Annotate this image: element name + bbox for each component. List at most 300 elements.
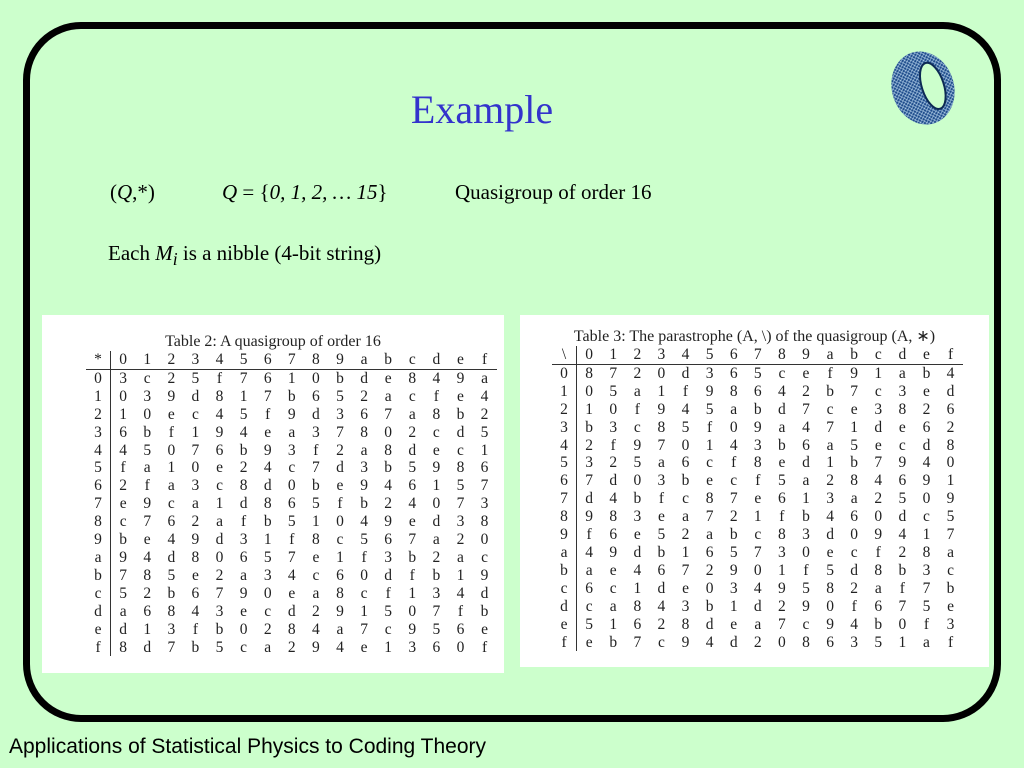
table-cell: 6 <box>287 495 296 513</box>
table-cell: 5 <box>753 364 762 382</box>
table-row <box>86 459 497 477</box>
table-row <box>552 490 963 508</box>
table-cell: 6 <box>585 579 594 597</box>
table-cell: a <box>432 531 440 549</box>
table-cell: a <box>850 490 858 508</box>
table-cell: 8 <box>143 566 152 584</box>
table-cell: a <box>457 548 464 566</box>
table-cell: f <box>409 566 415 584</box>
table-cell: 3 <box>657 472 666 490</box>
table-cell: 4 <box>336 638 344 656</box>
table-cell: e <box>754 490 762 508</box>
table-cell: 2 <box>336 441 344 459</box>
table-cell: 1 <box>480 441 489 459</box>
set-definition <box>222 180 388 205</box>
table-cell: 7 <box>778 615 786 633</box>
column-header: 8 <box>770 346 794 364</box>
row-header: d <box>86 603 111 621</box>
table-cell: d <box>336 459 344 477</box>
table-cell: 2 <box>946 418 955 436</box>
table-cell: d <box>633 543 642 561</box>
table-cell: 3 <box>239 531 248 549</box>
star-operator: ,*) <box>132 180 155 204</box>
row-header: c <box>86 585 111 603</box>
table-cell: e <box>360 638 368 656</box>
table-cell: 7 <box>609 364 618 382</box>
table-cell: d <box>802 454 810 472</box>
table-cell: 3 <box>263 566 272 584</box>
column-header: d <box>424 351 448 369</box>
table-cell: 6 <box>705 543 714 561</box>
table-cell: f <box>755 472 761 490</box>
equals-brace: = { <box>237 180 270 204</box>
table-cell: 3 <box>681 597 690 615</box>
table-cell: e <box>432 441 440 459</box>
table-cell: 3 <box>946 615 955 633</box>
table-cell: 9 <box>850 364 859 382</box>
table-cell: d <box>705 615 714 633</box>
table-cell: 1 <box>456 566 465 584</box>
table-cell: 4 <box>432 369 441 387</box>
table-cell: 7 <box>802 400 810 418</box>
table-cell: 9 <box>826 615 834 633</box>
table-cell: f <box>947 633 954 651</box>
row-header: 8 <box>86 513 111 531</box>
table-cell: 4 <box>657 597 666 615</box>
table-cell: 4 <box>802 418 810 436</box>
table-cell: f <box>610 436 616 454</box>
table-cell: 7 <box>585 472 594 490</box>
table-cell: 8 <box>802 633 810 651</box>
column-header: f <box>473 351 497 369</box>
table-cell: 3 <box>480 495 489 513</box>
column-header: 1 <box>135 351 159 369</box>
table-row <box>552 598 963 616</box>
table-cell: f <box>361 548 367 566</box>
table-cell: f <box>385 584 391 602</box>
table-cell: e <box>264 423 272 441</box>
table-cell: a <box>143 459 151 477</box>
table-cell: 1 <box>408 584 417 602</box>
table-cell: 3 <box>826 490 834 508</box>
table-cell: 6 <box>384 531 393 549</box>
table-cell: b <box>215 620 224 638</box>
table-cell: 5 <box>946 508 955 526</box>
table-cell: 3 <box>167 620 176 638</box>
table-cell: c <box>384 620 392 638</box>
table-cell: 9 <box>753 418 762 436</box>
table-cell: 7 <box>143 513 152 531</box>
table-cell: 6 <box>336 566 344 584</box>
table-cell: a <box>826 436 834 454</box>
column-header: 0 <box>577 346 602 364</box>
column-header: 5 <box>698 346 722 364</box>
table-cell: 5 <box>802 579 810 597</box>
table-cell: 1 <box>802 490 810 508</box>
table-cell: 2 <box>360 387 368 405</box>
table-cell: 3 <box>609 418 618 436</box>
table-cell: b <box>191 638 200 656</box>
table-cell: 8 <box>633 597 642 615</box>
table-cell: d <box>119 620 128 638</box>
table-cell: 7 <box>239 369 248 387</box>
table-cell: f <box>433 387 439 405</box>
table-cell: a <box>923 633 930 651</box>
table-cell: f <box>875 543 881 561</box>
table-row <box>552 544 963 562</box>
table-cell: f <box>481 638 488 656</box>
table-cell: 6 <box>143 602 152 620</box>
table-cell: b <box>898 561 907 579</box>
table-row <box>552 364 963 382</box>
table-cell: 5 <box>312 495 320 513</box>
table-cell: 1 <box>681 543 690 561</box>
table-cell: c <box>826 400 834 418</box>
table-cell: d <box>778 400 786 418</box>
table-cell: 5 <box>480 423 489 441</box>
operator-corner: * <box>86 351 111 369</box>
table-cell: a <box>585 561 593 579</box>
table-cell: 0 <box>826 597 834 615</box>
table-cell: 2 <box>456 531 465 549</box>
table-cell: 0 <box>336 513 344 531</box>
table-cell: 0 <box>239 620 248 638</box>
table-cell: 4 <box>408 495 417 513</box>
table-cell: 3 <box>874 400 883 418</box>
table-cell: 9 <box>432 459 441 477</box>
row-header: 7 <box>552 490 577 508</box>
table-cell: 6 <box>360 405 368 423</box>
table-cell: e <box>706 472 714 490</box>
table-cell: d <box>167 548 176 566</box>
table-header-row <box>86 351 497 369</box>
table-cell: 1 <box>850 418 859 436</box>
table-cell: c <box>947 561 954 579</box>
table-cell: 1 <box>432 477 441 495</box>
table-cell: 5 <box>609 382 618 400</box>
column-header: e <box>914 346 938 364</box>
row-header: 4 <box>552 437 577 455</box>
table-cell: c <box>923 508 930 526</box>
table-cell: c <box>360 584 368 602</box>
table-cell: 5 <box>657 526 666 544</box>
table-cell: 5 <box>456 477 465 495</box>
table-cell: 5 <box>585 615 594 633</box>
table-cell: 5 <box>191 369 200 387</box>
table-cell: b <box>802 508 810 526</box>
table-cell: a <box>706 526 714 544</box>
table-cell: c <box>802 615 810 633</box>
table-cell: 5 <box>287 513 296 531</box>
row-header: 0 <box>552 364 577 382</box>
table-cell: 9 <box>191 531 200 549</box>
table-cell: 9 <box>408 620 417 638</box>
table-cell: 4 <box>753 579 762 597</box>
table-cell: 1 <box>167 459 176 477</box>
table-cell: a <box>240 566 248 584</box>
table-cell: b <box>826 382 834 400</box>
table-cell: 4 <box>609 490 618 508</box>
row-header: 1 <box>552 383 577 401</box>
table-cell: 5 <box>384 602 393 620</box>
table-cell: b <box>874 615 883 633</box>
table-cell: 0 <box>681 436 690 454</box>
table-row <box>86 531 497 549</box>
row-header: 0 <box>86 369 111 387</box>
table-cell: 6 <box>239 548 248 566</box>
table-cell: 5 <box>263 548 272 566</box>
table-cell: b <box>239 441 248 459</box>
table-cell: 2 <box>633 364 642 382</box>
table-cell: 0 <box>456 638 465 656</box>
table-cell: 5 <box>432 620 441 638</box>
table-cell: 1 <box>609 615 618 633</box>
set-values: 0, 1, 2, … 15 <box>269 180 378 204</box>
table-cell: 4 <box>874 472 883 490</box>
table-cell: 5 <box>874 633 883 651</box>
table-cell: 9 <box>336 602 344 620</box>
table-cell: 3 <box>850 633 859 651</box>
row-header: b <box>86 567 111 585</box>
column-header: d <box>890 346 914 364</box>
table-cell: 2 <box>215 566 224 584</box>
column-header: f <box>939 346 963 364</box>
table-cell: 7 <box>850 382 859 400</box>
table-cell: 4 <box>898 526 907 544</box>
row-header: 1 <box>86 388 111 406</box>
table-cell: 0 <box>729 418 738 436</box>
table-cell: 6 <box>874 597 883 615</box>
table-cell: 8 <box>456 459 465 477</box>
nibble-suffix: is a nibble (4-bit string) <box>177 241 382 265</box>
table-cell: e <box>288 584 296 602</box>
table-cell: 1 <box>263 531 272 549</box>
table-cell: c <box>874 382 882 400</box>
table-cell: 0 <box>705 579 714 597</box>
table-cell: c <box>706 454 714 472</box>
table-cell: f <box>923 615 930 633</box>
table-cell: 0 <box>946 454 955 472</box>
table-cell: d <box>191 387 200 405</box>
table-row <box>86 621 497 639</box>
table-cell: 9 <box>456 369 465 387</box>
table-cell: e <box>336 477 344 495</box>
table-cell: e <box>384 369 392 387</box>
table-cell: 3 <box>384 548 393 566</box>
table-cell: 3 <box>215 602 224 620</box>
table-cell: 0 <box>360 566 368 584</box>
table-cell: 6 <box>898 472 907 490</box>
table-cell: 1 <box>657 382 666 400</box>
table-cell: 4 <box>826 508 834 526</box>
table-cell: 9 <box>167 387 176 405</box>
table-cell: f <box>265 405 271 423</box>
table-cell: 3 <box>312 423 320 441</box>
table-cell: b <box>705 597 714 615</box>
table-cell: c <box>730 472 738 490</box>
table-cell: f <box>682 382 689 400</box>
table-cell: b <box>850 454 859 472</box>
column-header: a <box>352 351 376 369</box>
table-cell: 4 <box>191 602 200 620</box>
table-row <box>552 616 963 634</box>
table-cell: 2 <box>753 633 762 651</box>
table-cell: 9 <box>633 436 642 454</box>
table-cell: e <box>898 418 906 436</box>
table-cell: c <box>408 387 416 405</box>
table-cell: 5 <box>119 584 128 602</box>
row-header: 7 <box>86 495 111 513</box>
table-cell: 7 <box>898 597 907 615</box>
table-cell: 4 <box>287 566 296 584</box>
table-cell: a <box>682 508 689 526</box>
column-header: c <box>866 346 890 364</box>
table-cell: d <box>681 364 690 382</box>
row-header: 9 <box>86 531 111 549</box>
row-header: 8 <box>552 508 577 526</box>
table-cell: f <box>827 364 833 382</box>
column-header: 3 <box>183 351 207 369</box>
table-cell: 7 <box>336 423 344 441</box>
table-cell: 5 <box>143 441 152 459</box>
table-cell: e <box>167 405 175 423</box>
table-cell: e <box>143 531 151 549</box>
table-cell: d <box>922 436 931 454</box>
table-cell: b <box>167 584 176 602</box>
table-cell: b <box>432 566 441 584</box>
table-cell: a <box>119 602 127 620</box>
table-cell: 0 <box>215 548 224 566</box>
table-row <box>86 406 497 424</box>
table-cell: 9 <box>239 584 248 602</box>
table-row <box>86 477 497 495</box>
table-cell: 0 <box>922 490 931 508</box>
table-cell: c <box>240 638 248 656</box>
table-row <box>86 513 497 531</box>
table-cell: 5 <box>681 418 690 436</box>
table-cell: 9 <box>657 400 666 418</box>
table-cell: 8 <box>850 472 859 490</box>
table-cell: c <box>264 602 272 620</box>
table-cell: 7 <box>657 436 666 454</box>
row-header: 6 <box>552 472 577 490</box>
table-cell: d <box>215 531 224 549</box>
table-cell: 1 <box>336 548 344 566</box>
row-header: a <box>552 544 577 562</box>
column-header: 0 <box>111 351 136 369</box>
table-cell: e <box>657 508 665 526</box>
row-header: a <box>86 549 111 567</box>
table-cell: 4 <box>384 477 393 495</box>
table-row <box>552 383 963 401</box>
table-cell: 4 <box>480 387 489 405</box>
table-cell: 5 <box>922 597 931 615</box>
table-cell: 2 <box>826 472 834 490</box>
column-header: 1 <box>601 346 625 364</box>
table-cell: 8 <box>585 364 594 382</box>
table-cell: 2 <box>705 561 714 579</box>
table-cell: f <box>899 579 905 597</box>
table-cell: 6 <box>826 633 834 651</box>
table-cell: f <box>192 620 198 638</box>
table-cell: 6 <box>946 400 955 418</box>
table-cell: e <box>191 566 199 584</box>
table-cell: 1 <box>312 513 320 531</box>
table-cell: 3 <box>408 638 417 656</box>
table-cell: c <box>167 495 175 513</box>
table-cell: 1 <box>239 387 248 405</box>
table-cell: 7 <box>384 405 393 423</box>
table-cell: 4 <box>681 400 690 418</box>
table-cell: 3 <box>456 513 465 531</box>
table-cell: f <box>289 531 295 549</box>
table-row <box>552 454 963 472</box>
table-cell: b <box>633 490 642 508</box>
table-cell: 0 <box>609 400 618 418</box>
table-cell: 9 <box>384 513 393 531</box>
table-cell: e <box>408 513 416 531</box>
table-row <box>552 634 963 652</box>
table-cell: f <box>457 602 464 620</box>
table-cell: e <box>923 382 930 400</box>
table-cell: e <box>633 526 641 544</box>
table-row <box>86 639 497 657</box>
row-header: d <box>552 598 577 616</box>
table-cell: 0 <box>585 382 594 400</box>
q-variable-def: Q <box>222 180 238 204</box>
column-header: e <box>448 351 472 369</box>
table-row <box>552 437 963 455</box>
table-cell: 7 <box>215 584 224 602</box>
table-cell: 7 <box>729 490 738 508</box>
table-cell: f <box>216 369 223 387</box>
table-cell: 0 <box>898 615 907 633</box>
table-cell: 8 <box>167 602 176 620</box>
table-cell: 5 <box>239 405 248 423</box>
table-cell: a <box>216 513 223 531</box>
table-cell: d <box>480 584 489 602</box>
table-cell: 8 <box>360 423 368 441</box>
m-variable: M <box>155 241 173 265</box>
table-cell: 3 <box>729 579 738 597</box>
table-cell: 9 <box>119 548 128 566</box>
table-cell: b <box>336 369 344 387</box>
table-cell: b <box>143 423 152 441</box>
row-header: 9 <box>552 526 577 544</box>
table-cell: 0 <box>432 495 441 513</box>
table-cell: c <box>336 531 344 549</box>
table-cell: 9 <box>360 477 368 495</box>
column-header: 4 <box>673 346 697 364</box>
table-row <box>552 472 963 490</box>
table-cell: 5 <box>850 436 859 454</box>
table-cell: 0 <box>119 387 128 405</box>
table-cell: d <box>585 490 594 508</box>
table-cell: a <box>264 638 272 656</box>
table-cell: b <box>922 364 931 382</box>
table-cell: 5 <box>408 459 417 477</box>
table-cell: 8 <box>778 526 786 544</box>
table-cell: 1 <box>191 423 200 441</box>
table-cell: 6 <box>408 477 417 495</box>
table-cell: 9 <box>263 441 272 459</box>
table-cell: 6 <box>119 423 128 441</box>
table-cell: 8 <box>408 369 417 387</box>
table-cell: 1 <box>143 620 152 638</box>
table-cell: 8 <box>681 615 690 633</box>
table-cell: 7 <box>946 526 955 544</box>
table-cell: c <box>119 513 127 531</box>
